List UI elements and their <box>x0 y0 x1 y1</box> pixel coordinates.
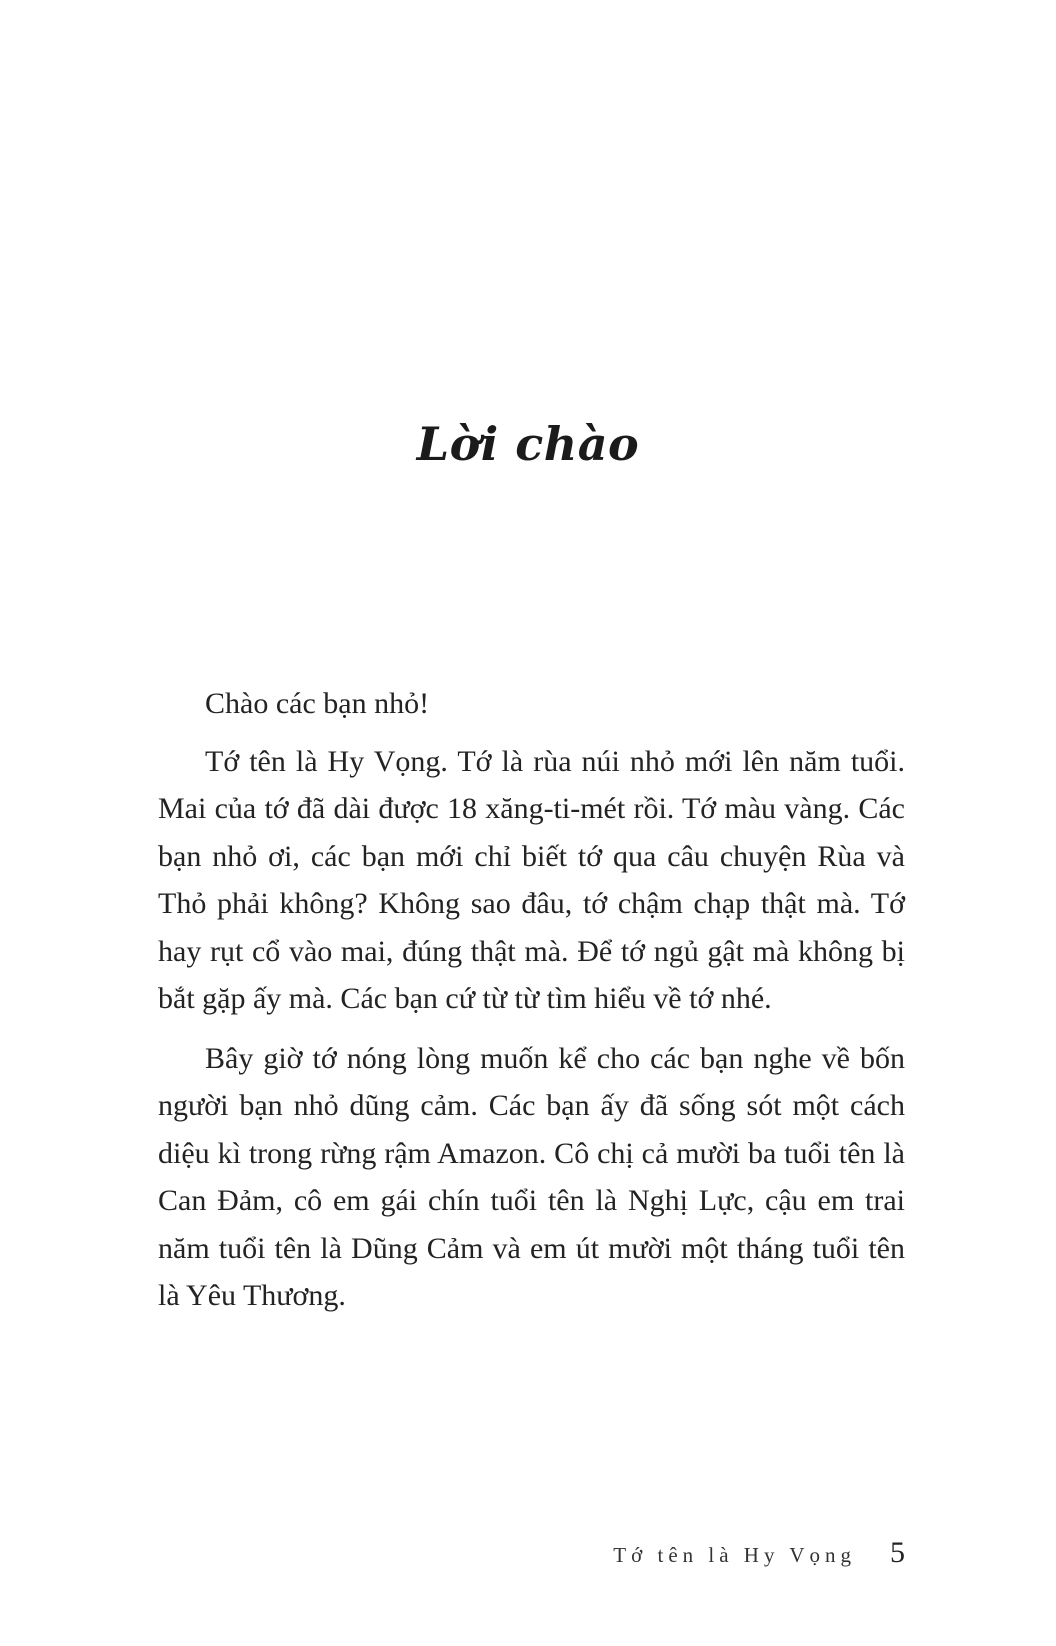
running-title: Tớ tên là Hy Vọng <box>613 1543 856 1567</box>
paragraph-story-intro: Bây giờ tớ nóng lòng muốn kể cho các bạn nghe về bốn người bạn nhỏ dũng cảm. Các bạn ấy đã sống sót một cách diệu kì trong rừng rậm Amazon. Cô chị cả mười ba tuổi tên là Can Đảm, cô em gái chín tuổi tên là Nghị Lực, cậu em trai năm tuổi tên là Dũng Cảm và em út mười một tháng tuổi tên là Yêu Thương. <box>158 1041 905 1312</box>
chapter-body <box>158 680 905 1332</box>
page-number: 5 <box>890 1536 905 1569</box>
paragraph-greeting: Chào các bạn nhỏ! <box>205 687 430 720</box>
paragraph-introduction: Tớ tên là Hy Vọng. Tớ là rùa núi nhỏ mới lên năm tuổi. Mai của tớ đã dài được 18 xăng-ti-mét rồi. Tớ màu vàng. Các bạn nhỏ ơi, các bạn mới chỉ biết tớ qua câu chuyện Rùa và Thỏ phải không? Không sao đâu, tớ chậm chạp thật mà. Tớ hay rụt cổ vào mai, đúng thật mà. Để tớ ngủ gật mà không bị bắt gặp ấy mà. Các bạn cứ từ từ tìm hiểu về tớ nhé. <box>158 744 905 1015</box>
page-footer <box>0 1536 905 1576</box>
chapter-title: Lời chào <box>416 417 640 471</box>
